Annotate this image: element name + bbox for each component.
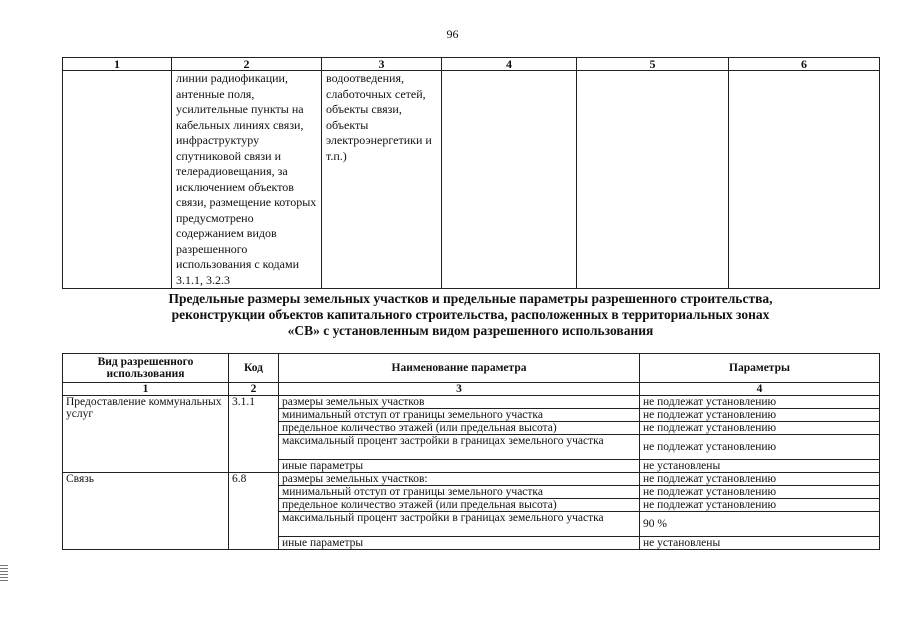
use-cell: Предоставление коммунальных услуг [63, 396, 229, 473]
value-cell: не подлежат установлению [640, 473, 880, 486]
table-cell: водоотведения, слаботочных сетей, объекты связи, объекты электроэнергетики и т.п.) [322, 71, 442, 289]
column-number: 2 [172, 58, 322, 71]
column-number: 1 [63, 383, 229, 396]
param-cell: максимальный процент застройки в границах земельного участка [279, 435, 640, 460]
param-cell: минимальный отступ от границы земельного участка [279, 486, 640, 499]
table-cell [63, 71, 172, 289]
column-number: 1 [63, 58, 172, 71]
param-cell: иные параметры [279, 537, 640, 550]
column-number: 6 [729, 58, 880, 71]
column-number: 3 [322, 58, 442, 71]
param-cell: иные параметры [279, 460, 640, 473]
margin-binding-mark [0, 565, 8, 583]
table-cell [442, 71, 577, 289]
continuation-table [62, 57, 880, 289]
value-cell: не подлежат установлению [640, 409, 880, 422]
column-number: 4 [640, 383, 880, 396]
value-cell: не подлежат установлению [640, 396, 880, 409]
value-cell: не установлены [640, 537, 880, 550]
value-cell: не подлежат установлению [640, 422, 880, 435]
value-cell: не установлены [640, 460, 880, 473]
table-row [63, 396, 880, 409]
table-cell [729, 71, 880, 289]
heading-line: «СВ» с установленным видом разрешенного использования [287, 323, 654, 338]
code-cell: 3.1.1 [229, 396, 279, 473]
table-row [63, 473, 880, 486]
value-cell: не подлежат установлению [640, 486, 880, 499]
header-value: Параметры [640, 354, 880, 383]
param-cell: предельное количество этажей (или предельная высота) [279, 499, 640, 512]
param-cell: размеры земельных участков: [279, 473, 640, 486]
heading-line: Предельные размеры земельных участков и предельные параметры разрешенного строительства, [168, 291, 773, 306]
param-cell: размеры земельных участков [279, 396, 640, 409]
table-header-row [63, 354, 880, 383]
header-param: Наименование параметра [279, 354, 640, 383]
parameters-table [62, 353, 880, 550]
column-number: 3 [279, 383, 640, 396]
column-number: 2 [229, 383, 279, 396]
value-cell: 90 % [640, 512, 880, 537]
param-cell: максимальный процент застройки в границах земельного участка [279, 512, 640, 537]
table-cell [577, 71, 729, 289]
heading-line: реконструкции объектов капитального строительства, расположенных в территориальных зонах [171, 307, 770, 322]
header-code: Код [229, 354, 279, 383]
table-row [63, 71, 880, 289]
table-cell: линии радиофикации, антенные поля, усилительные пункты на кабельных линиях связи, инфраструктуру спутниковой связи и телерадиовещания, за исключением объектов связи, размещение которых предусмотрено содержанием видов разрешенного использования с кодами 3.1.1, 3.2.3 [172, 71, 322, 289]
header-use: Вид разрешенного использования [63, 354, 229, 383]
param-cell: предельное количество этажей (или предельная высота) [279, 422, 640, 435]
column-number: 4 [442, 58, 577, 71]
page-number: 96 [446, 27, 459, 41]
section-heading [62, 291, 879, 339]
code-cell: 6.8 [229, 473, 279, 550]
value-cell: не подлежат установлению [640, 499, 880, 512]
column-number-row [63, 383, 880, 396]
param-cell: минимальный отступ от границы земельного участка [279, 409, 640, 422]
column-number: 5 [577, 58, 729, 71]
value-cell: не подлежат установлению [640, 435, 880, 460]
use-cell: Связь [63, 473, 229, 550]
table-header-row [63, 58, 880, 71]
